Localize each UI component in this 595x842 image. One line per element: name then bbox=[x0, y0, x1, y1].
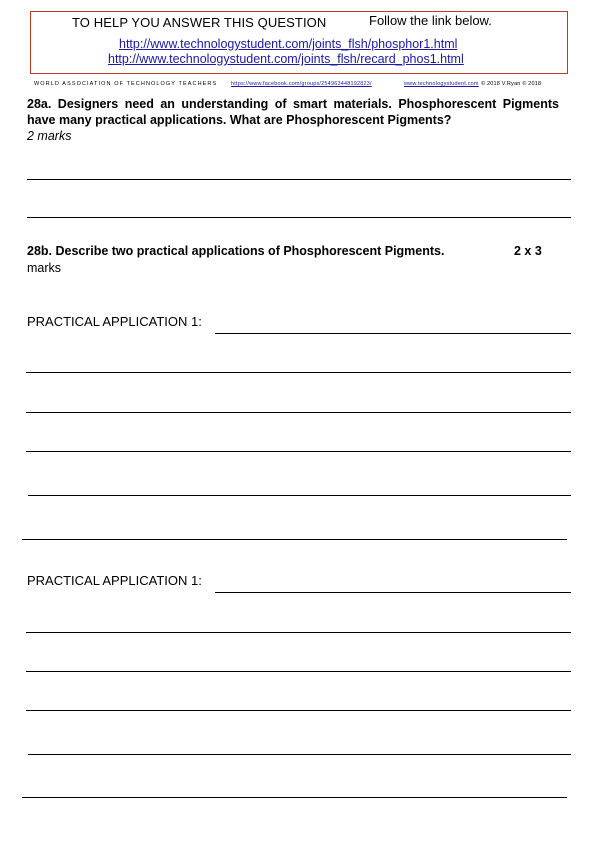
question-28a bbox=[27, 96, 559, 144]
application-label: PRACTICAL APPLICATION 1: bbox=[27, 573, 202, 588]
answer-line[interactable] bbox=[22, 539, 567, 540]
answer-line[interactable] bbox=[27, 179, 571, 180]
facebook-link[interactable]: https://www.facebook.com/groups/254963448192823/ bbox=[231, 81, 372, 87]
answer-line[interactable] bbox=[215, 333, 571, 334]
answer-line[interactable] bbox=[26, 632, 571, 633]
answer-line[interactable] bbox=[26, 412, 571, 413]
recard-phos-link[interactable]: http://www.technologystudent.com/joints_flsh/recard_phos1.html bbox=[108, 52, 464, 66]
copyright-text: © 2018 V.Ryan © 2018 bbox=[481, 81, 542, 87]
org-name: WORLD ASSOCIATION OF TECHNOLOGY TEACHERS bbox=[34, 81, 218, 87]
question-28b-marks: 2 x 3 bbox=[514, 244, 542, 258]
answer-line[interactable] bbox=[215, 592, 571, 593]
question-28a-text: 28a. Designers need an understanding of smart materials. Phosphorescent Pigments have many practical applications. What are Phosphorescent Pigments? bbox=[27, 97, 559, 127]
question-28a-marks: 2 marks bbox=[27, 129, 72, 143]
question-28b-text: 28b. Describe two practical applications of Phosphorescent Pigments. bbox=[27, 244, 445, 258]
answer-line[interactable] bbox=[27, 217, 571, 218]
phosphor-link[interactable]: http://www.technologystudent.com/joints_flsh/phosphor1.html bbox=[119, 37, 458, 51]
answer-line[interactable] bbox=[28, 495, 571, 496]
answer-line[interactable] bbox=[26, 372, 571, 373]
question-28b-marks-label: marks bbox=[27, 261, 62, 275]
answer-line[interactable] bbox=[22, 797, 567, 798]
answer-line[interactable] bbox=[26, 710, 571, 711]
answer-line[interactable] bbox=[26, 451, 571, 452]
help-text: TO HELP YOU ANSWER THIS QUESTION bbox=[72, 15, 327, 30]
answer-line[interactable] bbox=[26, 671, 571, 672]
answer-line[interactable] bbox=[28, 754, 571, 755]
application-label: PRACTICAL APPLICATION 1: bbox=[27, 314, 202, 329]
follow-link-text: Follow the link below. bbox=[369, 13, 492, 28]
site-link[interactable]: www.technologystudent.com bbox=[404, 81, 479, 87]
